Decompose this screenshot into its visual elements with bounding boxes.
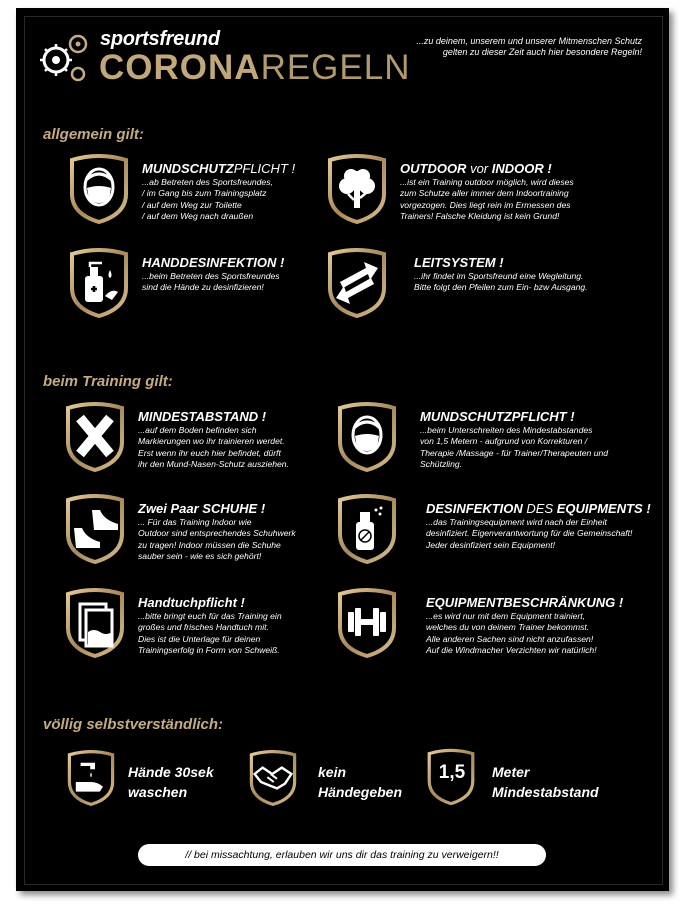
rule-text: ...beim Unterschreiten des Mindestabstandes von 1,5 Metern - aufgrund von Korrekturen / Therapie /Massage - für Trainer/Therapeuten und Schützling. — [420, 425, 609, 469]
rule-text: ...ihr findet im Sportsfreund eine Wegleitung. Bitte folgt den Pfeilen zum Ein- bzw Ausgang. — [414, 271, 588, 293]
dumbbell-icon — [336, 588, 398, 658]
rule-title: OUTDOOR vor INDOOR ! — [400, 161, 552, 176]
virus-logo-icon — [38, 30, 92, 86]
obvious-text: Hände 30sek waschen — [128, 764, 214, 800]
hand-washing-icon — [66, 750, 116, 806]
rule-text: ... Für das Training Indoor wie Outdoor sind entsprechendes Schuhwerk zu tragen! Indoor müssen die Schuhe sauber sein - wie es sich gehört! — [138, 517, 296, 561]
section-obvious-heading: völlig selbstverständlich: — [43, 716, 224, 733]
face-mask-icon — [68, 154, 130, 224]
rule-title: MINDESTABSTAND ! — [138, 409, 267, 424]
poster — [16, 8, 669, 891]
title-part-corona: CORONA — [99, 48, 261, 87]
rule-two-pairs-shoes — [64, 494, 334, 570]
rule-distance — [64, 402, 334, 478]
rule-title: Handtuchpflicht ! — [138, 595, 245, 610]
obvious-distance — [426, 748, 656, 810]
rule-text: ...beim Betreten des Sportsfreundes sind die Hände zu desinfizieren! — [142, 271, 280, 293]
rule-outdoor — [326, 154, 646, 230]
obvious-text: Meter Mindestabstand — [492, 764, 599, 800]
rule-text: ...bitte bringt euch für das Training ein großes und frisches Handtuch mit. Dies ist die Unterlage für deinen Trainingserfolg in Form von Schweiß. — [138, 611, 282, 655]
rule-title: LEITSYSTEM ! — [414, 255, 504, 270]
tagline: ...zu deinem, unserem und unserer Mitmenschen Schutz gelten zu dieser Zeit auch hier besondere Regeln! — [416, 36, 642, 57]
distance-badge: 1,5 — [438, 762, 466, 783]
brand-name: sportsfreund — [100, 28, 220, 50]
rule-title: DESINFEKTION DES EQUIPMENTS ! — [426, 501, 651, 516]
rule-title: MUNDSCHUTZPFLICHT ! — [142, 161, 296, 176]
towel-icon — [64, 588, 126, 658]
rule-mask-general — [68, 154, 328, 230]
rule-guidance-system — [326, 248, 646, 324]
rule-title: MUNDSCHUTZPFLICHT ! — [420, 409, 575, 424]
title-part-regeln: REGELN — [260, 48, 411, 87]
hand-sanitizer-icon — [68, 248, 130, 318]
rule-text: ...das Trainingsequipment wird nach der Einheit desinfiziert. Eigenverantwortung für die Gemeinschaft! Jeder desinfiziert sein Equipment! — [426, 517, 633, 550]
rule-text: ...es wird nur mit dem Equipment trainiert, welches du von deinem Trainer bekommst. Alle anderen Sachen sind nicht anzufassen! Auf die Windmacher Verzichten wir natürlich! — [426, 611, 597, 655]
no-handshake-icon — [248, 750, 298, 806]
section-training-heading: beim Training gilt: — [43, 373, 173, 390]
page-title — [99, 48, 411, 88]
rule-equipment-disinfection — [336, 494, 656, 570]
sneaker-icon — [64, 494, 126, 564]
footer-warning: // bei missachtung, erlauben wir uns dir das training zu verweigern!! — [138, 844, 546, 866]
rule-title: EQUIPMENTBESCHRÄNKUNG ! — [426, 595, 624, 610]
face-mask-icon — [336, 402, 398, 472]
rule-towel — [64, 588, 334, 664]
rule-text: ...auf dem Boden befinden sich Markierungen wo ihr trainieren werdet. Erst wenn ihr euch hier befindet, dürft ihr den Mund-Nasen-Schutz ausziehen. — [138, 425, 289, 469]
cross-icon — [64, 402, 126, 472]
rule-hand-disinfection — [68, 248, 328, 324]
spray-bottle-icon — [336, 494, 398, 564]
obvious-hand-washing — [66, 750, 246, 812]
rule-text: ...ist ein Training outdoor möglich, wird dieses zum Schutze aller immer dem Indoortraining vorgezogen. Dies liegt rein im Ermessen des Trainers! Falsche Kleidung ist kein Grund! — [400, 177, 574, 221]
direction-arrows-icon — [326, 248, 388, 318]
rule-equipment-restriction — [336, 588, 656, 664]
obvious-no-handshake — [248, 750, 428, 812]
rule-mask-training — [336, 402, 656, 478]
rule-title: HANDDESINFEKTION ! — [142, 255, 285, 270]
section-general-heading: allgemein gilt: — [43, 126, 144, 143]
rule-text: ...ab Betreten des Sportsfreundes, / im Gang bis zum Trainingsplatz / auf dem Weg zur Toilette / auf dem Weg nach draußen — [142, 177, 273, 221]
tree-icon — [326, 154, 388, 224]
obvious-text: kein Händegeben — [318, 764, 403, 800]
rule-title: Zwei Paar SCHUHE ! — [138, 501, 266, 516]
